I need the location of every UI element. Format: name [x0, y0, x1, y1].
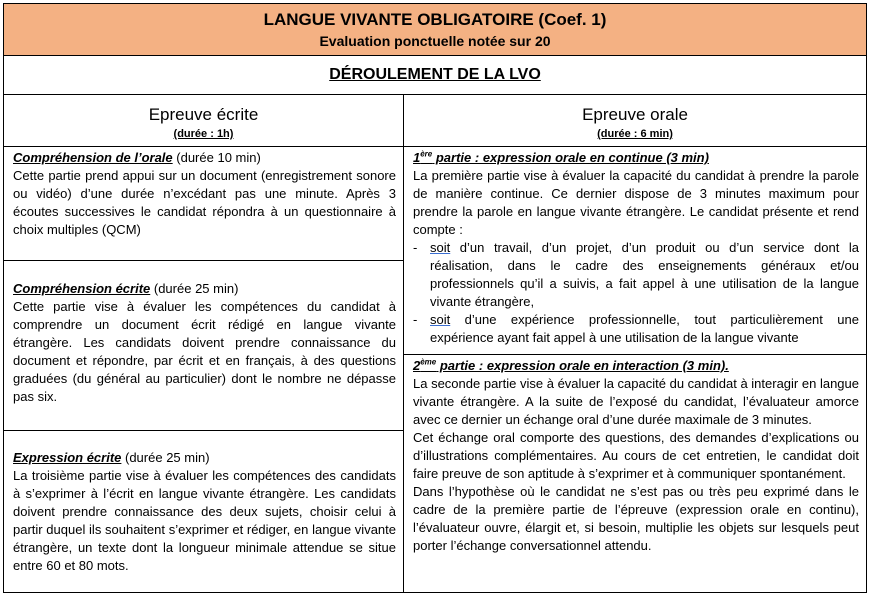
oral-duration: (durée : 6 min)	[597, 128, 673, 140]
table-header	[4, 4, 866, 56]
row-divider	[4, 430, 403, 431]
oral-part-interaction	[404, 355, 866, 593]
part-duration: (durée 25 min)	[150, 281, 239, 296]
written-part-listening	[4, 147, 403, 259]
section-title: DÉROULEMENT DE LA LVO	[329, 66, 541, 83]
part-title: Expression écrite	[13, 450, 122, 465]
part-title: Compréhension de l’orale	[13, 150, 173, 165]
part-text: Cette partie vise à évaluer les compétences du candidat à comprendre un document écrit rédigé en langue vivante étrangère. Les candidats doivent prendre connaissance du document et répondre, par écrit et en français, à des questions graduées (du général au particulier) dont le nombre ne dépasse pas six.	[13, 299, 396, 404]
row-divider	[4, 260, 403, 261]
written-column-header	[4, 95, 403, 147]
written-duration: (durée : 1h)	[173, 128, 234, 140]
part-text: La troisième partie vise à évaluer les compétences des candidats à s’exprimer à l’écrit en langue vivante étrangère. Les candidats doivent prendre connaissance des deux sujets, choisir celui à partir duquel ils souhaitent s’exprimer et rédiger, en langue vivante étrangère, un texte dont la longueur minimale attendue se situe entre 60 et 80 mots.	[13, 468, 396, 573]
oral-column-header	[404, 95, 866, 147]
list-item: - soit d’un travail, d’un projet, d’un produit ou d’un service dont la réalisation, dans le cadre des enseignements généraux et/ou professionnels qu’il a suivis, a fait appel à une utilisation de la langue vivante étrangère,	[413, 240, 859, 309]
part-title: 1ère partie : expression orale en continue (3 min)	[413, 149, 709, 165]
list-item: - soit d’une expérience professionnelle, tout particulièrement une expérience ayant fait appel à une utilisation de la langue vivante	[413, 312, 859, 345]
oral-heading: Epreuve orale	[582, 105, 688, 124]
lvo-table	[3, 3, 867, 593]
part-text: Dans l’hypothèse où le candidat ne s’est pas ou très peu exprimé dans le cadre de la première partie de l’épreuve (expression orale en continu), l’évaluateur ouvre, élargit et, si besoin, multiplie les objets sur lesquels peut porter l’échange conversationnel attendu.	[413, 484, 859, 553]
part-duration: (durée 25 min)	[121, 450, 210, 465]
oral-part-continuous	[404, 147, 866, 353]
part-title: Compréhension écrite	[13, 281, 151, 296]
table-subtitle: Evaluation ponctuelle notée sur 20	[319, 33, 551, 49]
written-part-reading	[4, 278, 403, 428]
part-text: Cet échange oral comporte des questions, des demandes d’explications ou d’illustrations complémentaires. Au cours de cet entretien, le candidat doit faire preuve de son aptitude à s’exprimer et à communiquer spontanément.	[413, 430, 859, 481]
table-title: LANGUE VIVANTE OBLIGATOIRE (Coef. 1)	[263, 10, 607, 29]
part-title: 2ème partie : expression orale en interaction (3 min).	[413, 357, 729, 373]
part-duration: (durée 10 min)	[172, 150, 261, 165]
part-text: Cette partie prend appui sur un document (enregistrement sonore ou vidéo) d’une durée n’excédant pas une minute. Après 3 écoutes successives le candidat répondra à un questionnaire à choix multiples (QCM)	[13, 168, 396, 237]
written-heading: Epreuve écrite	[148, 105, 259, 124]
written-part-writing	[4, 447, 403, 592]
part-text: La seconde partie vise à évaluer la capacité du candidat à interagir en langue vivante étrangère. A la suite de l’exposé du candidat, l’évaluateur amorce avec ce dernier un échange oral d’une durée maximale de 3 minutes.	[413, 376, 859, 427]
part-intro: La première partie vise à évaluer la capacité du candidat à prendre la parole de manière continue. Ce dernier dispose de 3 minutes maximum pour prendre la parole en langue vivante étrangère. Le candidat présente et rend compte :	[413, 168, 859, 237]
section-title-row	[4, 56, 866, 95]
